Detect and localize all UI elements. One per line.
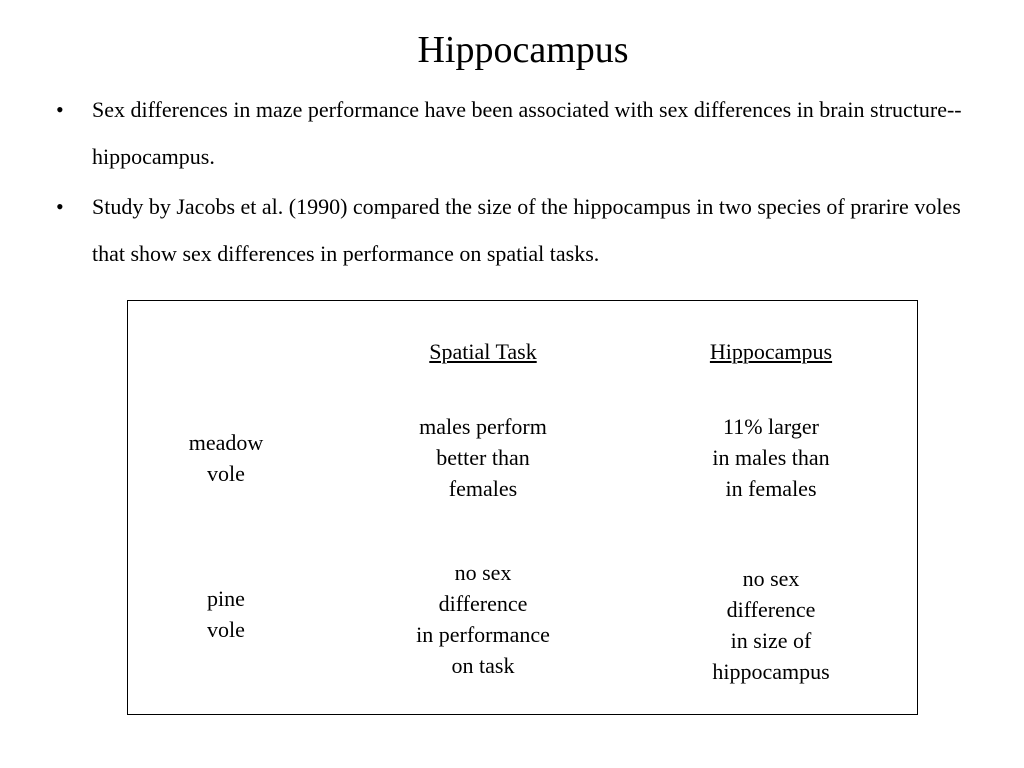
meadow-hippocampus-cell (671, 411, 871, 504)
species-pine-vole (128, 583, 324, 645)
header-spatial-task: Spatial Task (429, 339, 537, 364)
bullet-text: Study by Jacobs et al. (1990) compared the size of the hippocampus in two species of prarire voles that show sex differences in performance on spatial tasks. (92, 194, 961, 266)
cell-line: hippocampus (712, 659, 830, 684)
cell-line: difference (726, 597, 816, 622)
slide-title: Hippocampus (417, 29, 629, 71)
meadow-spatial-task-cell (383, 411, 583, 504)
header-hippocampus: Hippocampus (709, 339, 833, 364)
cell-line: difference (438, 591, 528, 616)
cell-line: no sex (454, 560, 512, 585)
species-line: vole (207, 617, 245, 642)
bullet-item (56, 86, 986, 180)
cell-line: males perform (419, 414, 547, 439)
comparison-table (127, 300, 918, 715)
cell-line: better than (436, 445, 530, 470)
species-meadow-vole (128, 427, 324, 489)
cell-line: in performance (416, 622, 550, 647)
pine-spatial-task-cell (383, 557, 583, 681)
cell-line: 11% larger (723, 414, 819, 439)
cell-line: in males than (712, 445, 830, 470)
bullet-marker: • (56, 97, 64, 122)
bullet-marker: • (56, 194, 64, 219)
cell-line: on task (451, 653, 515, 678)
cell-line: in females (725, 476, 817, 501)
pine-hippocampus-cell (671, 563, 871, 687)
bullet-text: Sex differences in maze performance have been associated with sex differences in brain structure--hippocampus. (92, 97, 962, 169)
species-line: pine (207, 586, 245, 611)
bullet-list (56, 86, 986, 280)
cell-line: in size of (730, 628, 812, 653)
cell-line: no sex (742, 566, 800, 591)
bullet-item (56, 183, 986, 277)
species-line: vole (207, 461, 245, 486)
cell-line: females (448, 476, 518, 501)
species-line: meadow (188, 430, 264, 455)
